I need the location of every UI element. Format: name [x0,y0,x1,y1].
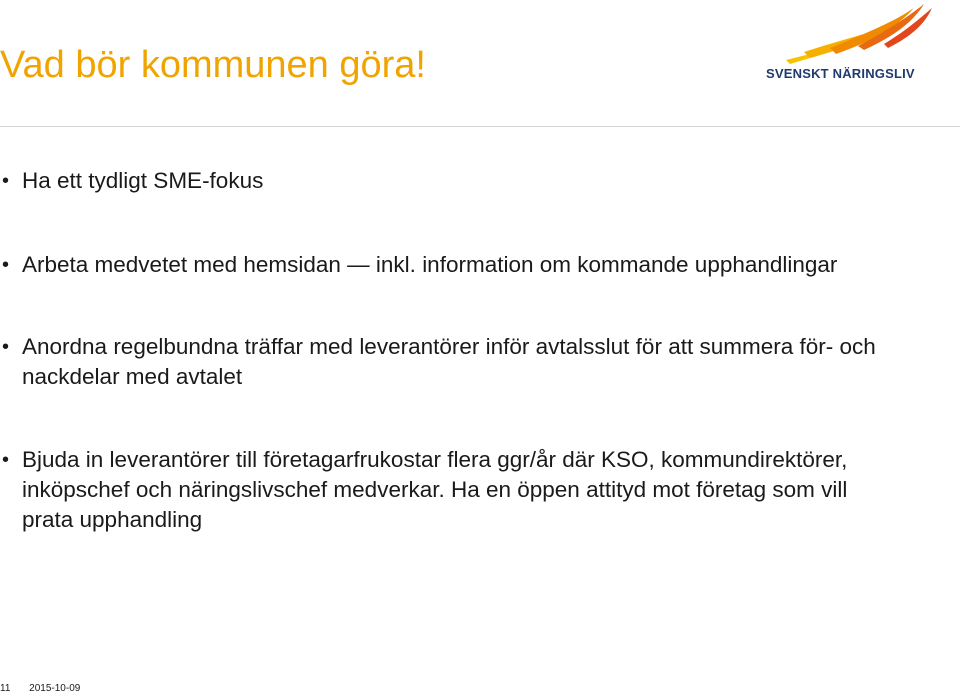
bullet-dot: • [2,170,10,192]
svenskt-naringsliv-logo [766,2,952,86]
title-divider [0,126,960,127]
bullet-item [0,445,900,535]
slide-footer [0,683,80,694]
slide-title: Vad bör kommunen göra! [0,44,426,86]
bullet-dot: • [2,449,10,471]
logo-wordmark: SVENSKT NÄRINGSLIV [766,66,915,81]
bullet-item [0,166,900,196]
bullet-text: Ha ett tydligt SME-fokus [22,168,264,193]
flame-swoosh-logo-icon [780,2,940,66]
slide-date: 2015-10-09 [29,683,81,694]
bullet-dot: • [2,254,10,276]
bullet-text: Bjuda in leverantörer till företagarfrukostar flera ggr/år där KSO, kommundirektörer, inköpschef och näringslivschef medverkar. Ha en öppen attityd mot företag som vill prata upphandling [22,447,848,532]
bullet-text: Arbeta medvetet med hemsidan — inkl. information om kommande upphandlingar [22,252,838,277]
bullet-item [0,332,900,392]
bullet-text: Anordna regelbundna träffar med leverantörer inför avtalsslut för att summera för- och nackdelar med avtalet [22,334,876,389]
bullet-dot: • [2,336,10,358]
bullet-item [0,250,900,280]
page-number: 11 [0,683,11,694]
bullet-list [0,166,900,535]
